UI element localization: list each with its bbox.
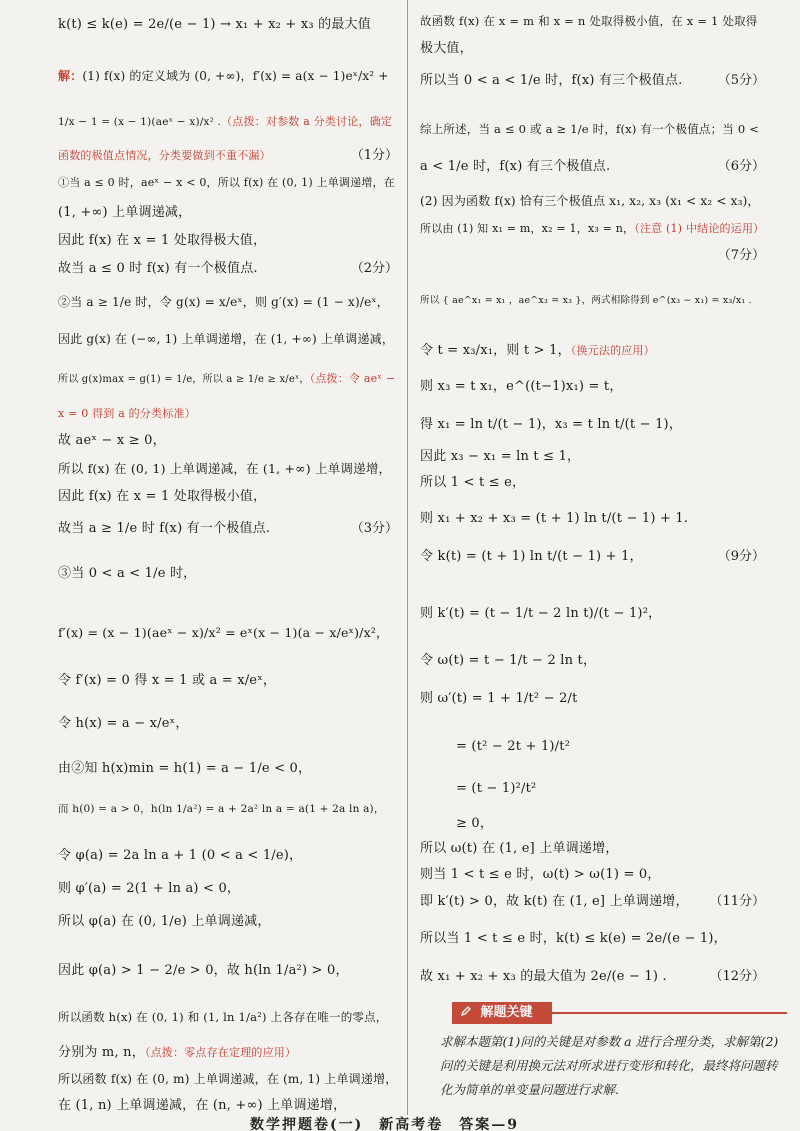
line-text: 则 x₃ = t x₁，e^((t−1)x₁) = t， [420, 379, 623, 394]
line-text: ②当 a ≥ 1/e 时，令 g(x) = x/eˣ，则 g′(x) = (1 − x)/eˣ， [58, 295, 389, 309]
left-line [58, 260, 258, 278]
line-text: 所以 φ(a) 在 (0, 1/e) 上单调递减， [58, 914, 271, 929]
line-text: 在 (1, n) 上单调递减，在 (n, +∞) 上单调递增， [58, 1098, 347, 1113]
line-text: 1/x − 1 = (x − 1)(aeˣ − x)/x² . [58, 116, 222, 128]
left-line [58, 460, 391, 478]
right-line [420, 840, 618, 858]
line-text: 所以 { ae^x₁ = x₁ ，ae^x₃ = x₃ }，两式相除得到 e^(x₃ − x₁) = x₃/x₁ . [420, 295, 752, 306]
line-text: (1, +∞) 上单调递减， [58, 205, 192, 220]
line-text: 所以由 (1) 知 x₁ = m，x₂ = 1，x₃ = n， [420, 222, 635, 235]
left-line [58, 672, 276, 690]
line-text: 故 aeˣ − x ≥ 0， [58, 433, 166, 448]
right-line [420, 968, 667, 986]
left-line [58, 488, 266, 506]
score-mark: （5分） [717, 73, 765, 88]
left-line [58, 962, 349, 980]
left-line [58, 913, 271, 931]
line-text: 得 x₁ = ln t/(t − 1)，x₃ = t ln t/(t − 1)， [420, 417, 683, 432]
line-text: 则 k′(t) = (t − 1/t − 2 ln t)/(t − 1)²， [420, 606, 662, 621]
left-line [58, 847, 302, 865]
left-line [58, 760, 311, 778]
line-text: 所以函数 f(x) 在 (0, m) 上单调递减，在 (m, 1) 上单调递增， [58, 1072, 398, 1086]
line-text: = (t − 1)²/t² [456, 781, 537, 796]
line-text: 由②知 h(x)min = h(1) = a − 1/e < 0， [58, 761, 312, 776]
line-text: 令 φ(a) = 2a ln a + 1 (0 < a < 1/e)， [58, 848, 303, 863]
score-mark: （7分） [717, 248, 765, 263]
right-line [420, 220, 764, 238]
right-line [420, 474, 525, 492]
line-text: 故 x₁ + x₂ + x₃ 的最大值为 2e/(e − 1) . [420, 969, 667, 984]
line-text: 则 φ′(a) = 2(1 + ln a) < 0， [58, 881, 241, 896]
line-text: 故当 a ≤ 0 时 f(x) 有一个极值点. [58, 261, 258, 276]
left-line [58, 113, 392, 131]
right-line [420, 690, 578, 708]
hint-note: （注意 (1) 中结论的运用） [634, 222, 765, 235]
key-points-title: 解题关键 [480, 1005, 533, 1020]
line-text: 因此 g(x) 在 (−∞, 1) 上单调递增，在 (1, +∞) 上单调递减， [58, 332, 395, 346]
left-line [58, 800, 385, 818]
right-line [456, 780, 536, 798]
hint-note: （点拨：对参数 a 分类讨论，确定 [221, 115, 393, 128]
left-line [58, 1044, 296, 1062]
line-text: 因此 f(x) 在 x = 1 处取得极小值， [58, 489, 267, 504]
line-text: 令 h(x) = a − x/eˣ， [58, 716, 189, 731]
right-line [420, 510, 688, 528]
left-line [58, 432, 166, 450]
right-line [420, 652, 596, 670]
line-text: 所以 ω(t) 在 (1, e] 上单调递增， [420, 841, 619, 856]
left-line [58, 565, 196, 583]
line-text: 故当 a ≥ 1/e 时 f(x) 有一个极值点. [58, 521, 271, 536]
score-mark: （11分） [709, 894, 765, 909]
hint-note: 函数的极值点情况，分类要做到不重不漏） [58, 149, 271, 162]
solution-label: 解： [58, 69, 83, 83]
line-text: (2) 因为函数 f(x) 恰有三个极值点 x₁, x₂, x₃ (x₁ < x₂ < x₃)， [420, 194, 760, 208]
line-text: ≥ 0， [456, 816, 494, 831]
line-text: = (t² − 2t + 1)/t² [456, 739, 571, 754]
line-text: 因此 φ(a) > 1 − 2/e > 0，故 h(ln 1/a²) > 0， [58, 963, 349, 978]
right-line [456, 738, 570, 756]
line-text: 故函数 f(x) 在 x = m 和 x = n 处取得极小值，在 x = 1 处取得 [420, 14, 758, 28]
right-line [420, 12, 757, 30]
right-line [456, 815, 493, 833]
left-line [58, 370, 395, 389]
left-line [58, 520, 270, 538]
key-points-text: 求解本题第(1)问的关键是对参数 a 进行合理分类，求解第(2)问的关键是利用换元法对所求进行变形和转化，最终将问题转化为简单的单变量问题进行求解. [440, 1034, 779, 1097]
hint-note: x = 0 得到 a 的分类标准） [58, 407, 196, 420]
left-line [58, 715, 189, 733]
hint-note: （换元法的应用） [570, 344, 655, 357]
left-line [58, 174, 395, 192]
line-text: 所以 f(x) 在 (0, 1) 上单调递减，在 (1, +∞) 上单调递增， [58, 461, 392, 476]
line-text: 综上所述，当 a ≤ 0 或 a ≥ 1/e 时，f(x) 有一个极值点；当 0 < [420, 122, 760, 136]
score-mark: （3分） [350, 521, 398, 536]
right-line [420, 378, 623, 396]
left-line [58, 67, 389, 85]
left-line [58, 204, 191, 222]
right-line [420, 866, 661, 884]
line-text: 因此 f(x) 在 x = 1 处取得极大值， [58, 233, 267, 248]
left-line [58, 147, 271, 165]
hint-note: （点拨：零点存在定理的应用） [144, 1046, 297, 1059]
line-text: a < 1/e 时，f(x) 有三个极值点. [420, 159, 611, 174]
line-text: 所以 g(x)max = g(1) = 1/e，所以 a ≥ 1/e ≥ x/eˣ， [58, 374, 310, 385]
line-text: (1) f(x) 的定义域为 (0, +∞)，f′(x) = a(x − 1)eˣ/x² + [82, 69, 389, 83]
right-line [420, 930, 727, 948]
score-mark: （9分） [717, 549, 765, 564]
left-line [58, 405, 196, 423]
left-line [58, 1070, 397, 1088]
line-text: 则当 1 < t ≤ e 时，ω(t) > ω(1) = 0， [420, 867, 661, 882]
line-text: 所以当 1 < t ≤ e 时，k(t) ≤ k(e) = 2e/(e − 1)， [420, 931, 727, 946]
key-points-rule [552, 1012, 787, 1014]
line-text: 所以函数 h(x) 在 (0, 1) 和 (1, ln 1/a²) 上各存在唯一的零点， [58, 1010, 388, 1024]
right-line [420, 72, 683, 90]
left-line [58, 16, 371, 34]
key-points-badge [452, 1002, 552, 1024]
right-line [420, 893, 689, 911]
right-line [420, 158, 610, 176]
line-text: ③当 0 < a < 1/e 时， [58, 566, 197, 581]
line-text: 因此 x₃ − x₁ = ln t ≤ 1， [420, 449, 581, 464]
right-line [420, 605, 661, 623]
right-line [420, 548, 643, 566]
score-mark: （1分） [350, 148, 398, 163]
line-text: 则 x₁ + x₂ + x₃ = (t + 1) ln t/(t − 1) + 1. [420, 511, 689, 526]
left-line [58, 330, 394, 348]
line-text: 所以 1 < t ≤ e， [420, 475, 526, 490]
right-line [420, 192, 760, 210]
right-line [420, 40, 473, 58]
right-line [420, 342, 655, 360]
left-line [58, 624, 389, 642]
line-text: f′(x) = (x − 1)(aeˣ − x)/x² = eˣ(x − 1)(a − x/eˣ)/x²， [58, 625, 389, 640]
line-text: 而 h(0) = a > 0，h(ln 1/a²) = a + 2a² ln a = a(1 + 2a ln a)， [58, 803, 385, 815]
left-line [58, 293, 389, 311]
right-line [420, 120, 759, 138]
left-line [58, 232, 266, 250]
left-line [58, 1097, 346, 1115]
page-footer: 数学押题卷(一) 新高考卷 答案—9 [250, 1117, 519, 1131]
right-line [420, 416, 682, 434]
score-mark: （6分） [717, 159, 765, 174]
line-text: 所以当 0 < a < 1/e 时，f(x) 有三个极值点. [420, 73, 683, 88]
line-text: 极大值， [420, 41, 473, 56]
column-divider [407, 0, 408, 1115]
right-line [420, 292, 752, 310]
line-text: 分别为 m, n， [58, 1045, 145, 1060]
line-text: 令 ω(t) = t − 1/t − 2 ln t， [420, 653, 597, 668]
right-line [420, 448, 580, 466]
score-mark: （12分） [709, 969, 765, 984]
line-text: 令 k(t) = (t + 1) ln t/(t − 1) + 1， [420, 549, 643, 564]
pen-icon [460, 1005, 472, 1017]
line-text: k(t) ≤ k(e) = 2e/(e − 1) → x₁ + x₂ + x₃ 的最大值 [58, 17, 371, 32]
hint-note: （点拨：令 aeˣ − [309, 372, 396, 385]
line-text: 令 t = x₃/x₁，则 t > 1， [420, 343, 571, 358]
left-line [58, 880, 240, 898]
line-text: 即 k′(t) > 0，故 k(t) 在 (1, e] 上单调递增， [420, 894, 689, 909]
line-text: ①当 a ≤ 0 时，aeˣ − x < 0，所以 f(x) 在 (0, 1) 上单调递增，在 [58, 176, 395, 189]
line-text: 令 f′(x) = 0 得 x = 1 或 a = x/eˣ， [58, 673, 277, 688]
line-text: 则 ω′(t) = 1 + 1/t² − 2/t [420, 691, 578, 706]
score-mark: （2分） [350, 261, 398, 276]
left-line [58, 1008, 388, 1026]
